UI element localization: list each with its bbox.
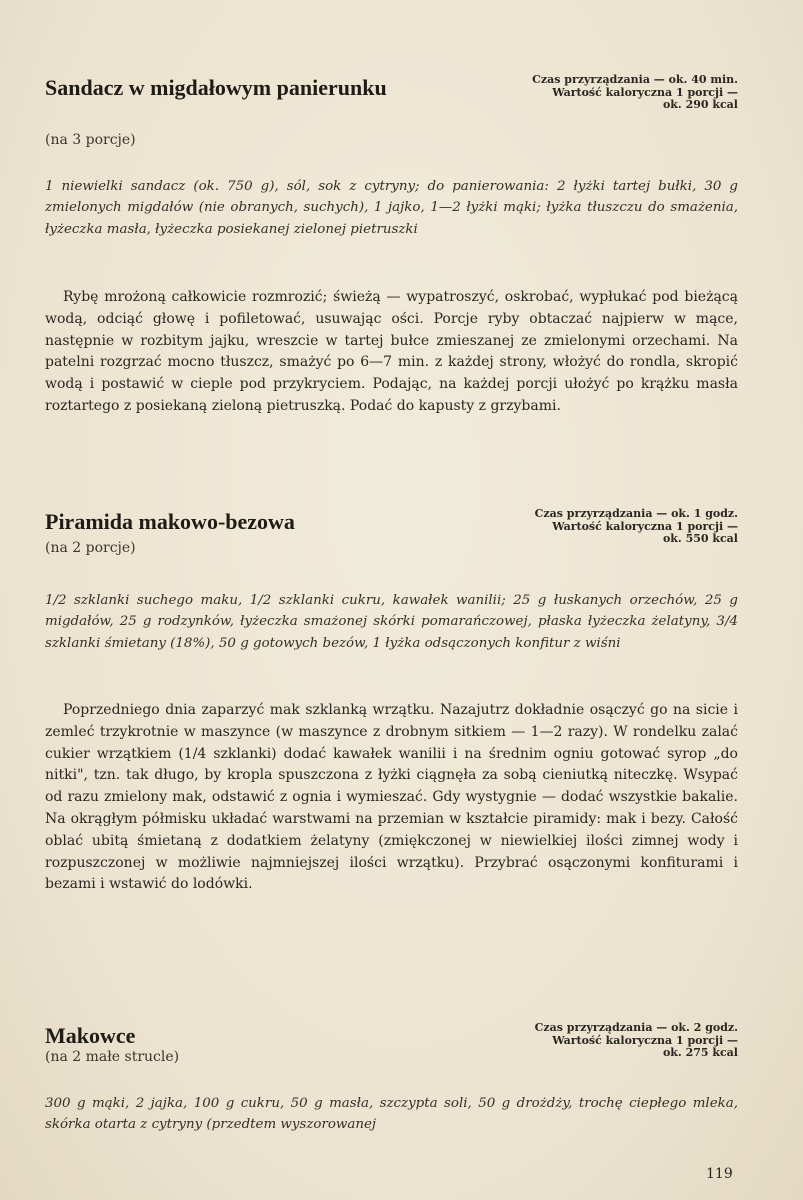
- recipe-header: [45, 1022, 738, 1102]
- calories-value: ok. 290 kcal: [662, 98, 738, 111]
- page-number: 119: [706, 1166, 733, 1182]
- calories-label: Wartość kaloryczna 1 porcji —: [552, 85, 738, 99]
- recipe-meta: [458, 508, 738, 546]
- recipe-meta: [458, 1022, 738, 1060]
- recipe-title: Piramida makowo-bezowa: [45, 509, 295, 534]
- recipe-title: Makowce: [45, 1023, 136, 1048]
- recipe-portions: (na 2 porcje): [45, 540, 136, 556]
- recipe-portions: (na 2 małe strucle): [45, 1049, 180, 1065]
- ingredients: 300 g mąki, 2 jajka, 100 g cukru, 50 g masła, szczypta soli, 50 g drożdży, trochę ciepłego mleka, skórka otarta z cytryny (przedtem wyszorowanej: [45, 1096, 738, 1133]
- prep-time: Czas przyrządzania — ok. 1 godz.: [534, 507, 738, 520]
- calories-label: Wartość kaloryczna 1 porcji —: [552, 1033, 738, 1047]
- recipe-title: Sandacz w migdałowym panierunku: [45, 75, 387, 100]
- recipe-piramida: [45, 507, 738, 893]
- recipe-meta: [458, 74, 738, 112]
- recipe-header: [45, 74, 738, 154]
- calories-value: ok. 275 kcal: [662, 1046, 738, 1059]
- calories-value: ok. 550 kcal: [662, 532, 738, 545]
- recipe-sandacz: [45, 73, 738, 414]
- ingredients: 1 niewielki sandacz (ok. 750 g), sól, sok z cytryny; do panierowania: 2 łyżki tartej bułki, 30 g zmielonych migdałów (nie obranych, suchych), 1 jajko, 1—2 łyżki mąki; łyżka tłuszczu do smażenia, łyżeczka masła, łyżeczka posiekanej zielonej pietruszki: [45, 179, 738, 237]
- ingredients: 1/2 szklanki suchego maku, 1/2 szklanki cukru, kawałek wanilii; 25 g łuskanych orzechów, 25 g migdałów, 25 g rodzynków, łyżeczka smażonej skórki pomarańczowej, płaska łyżeczka żelatyny, 3/4 szklanki śmietany (18%), 50 g gotowych bezów, 1 łyżka odsączonych konfitur z wiśni: [45, 593, 738, 651]
- calories-label: Wartość kaloryczna 1 porcji —: [552, 519, 738, 533]
- recipe-makowce: [45, 1021, 738, 1133]
- method: Poprzedniego dnia zaparzyć mak szklanką wrzątku. Nazajutrz dokładnie osączyć go na sicie i zemleć trzykrotnie w maszynce (w maszynce z drobnym sitkiem — 1—2 razy). W rondelku zalać cukier wrzątkiem (1/4 szklanki) dodać kawałek wanilii i na średnim ogniu gotować syrop „do nitki", tzn. tak długo, by kropla spuszczona z łyżki ciągnęła za sobą cieniutką niteczkę. Wsypać od razu zmielony mak, odstawić z ognia i wymieszać. Gdy wystygnie — dodać wszystkie bakalie. Na okrągłym półmisku układać warstwami na przemian w kształcie piramidy: mak i bezy. Całość oblać ubitą śmietaną z dodatkiem żelatyny (zmiękczonej w niewielkiej ilości zimnej wody i rozpuszczonej w możliwie najmniejszej ilości wrzątku). Przybrać osączonymi konfiturami i bezami i wstawić do lodówki.: [45, 702, 738, 893]
- recipe-portions: (na 3 porcje): [45, 132, 136, 148]
- prep-time: Czas przyrządzania — ok. 2 godz.: [534, 1021, 738, 1034]
- method: Rybę mrożoną całkowicie rozmrozić; świeżą — wypatroszyć, oskrobać, wypłukać pod bieżącą wodą, odciąć głowę i pofiletować, usuwając ości. Porcje ryby obtaczać najpierw w mące, następnie w rozbitym jajku, wreszcie w tartej bułce zmieszanej ze zmielonymi orzechami. Na patelni rozgrzać mocno tłuszcz, smażyć po 6—7 min. z każdej strony, włożyć do rondla, skropić wodą i postawić w cieple pod przykryciem. Podając, na każdej porcji ułożyć po krążku masła roztartego z posiekaną zieloną pietruszką. Podać do kapusty z grzybami.: [45, 289, 738, 414]
- recipe-header: [45, 508, 738, 588]
- prep-time: Czas przyrządzania — ok. 40 min.: [532, 73, 738, 86]
